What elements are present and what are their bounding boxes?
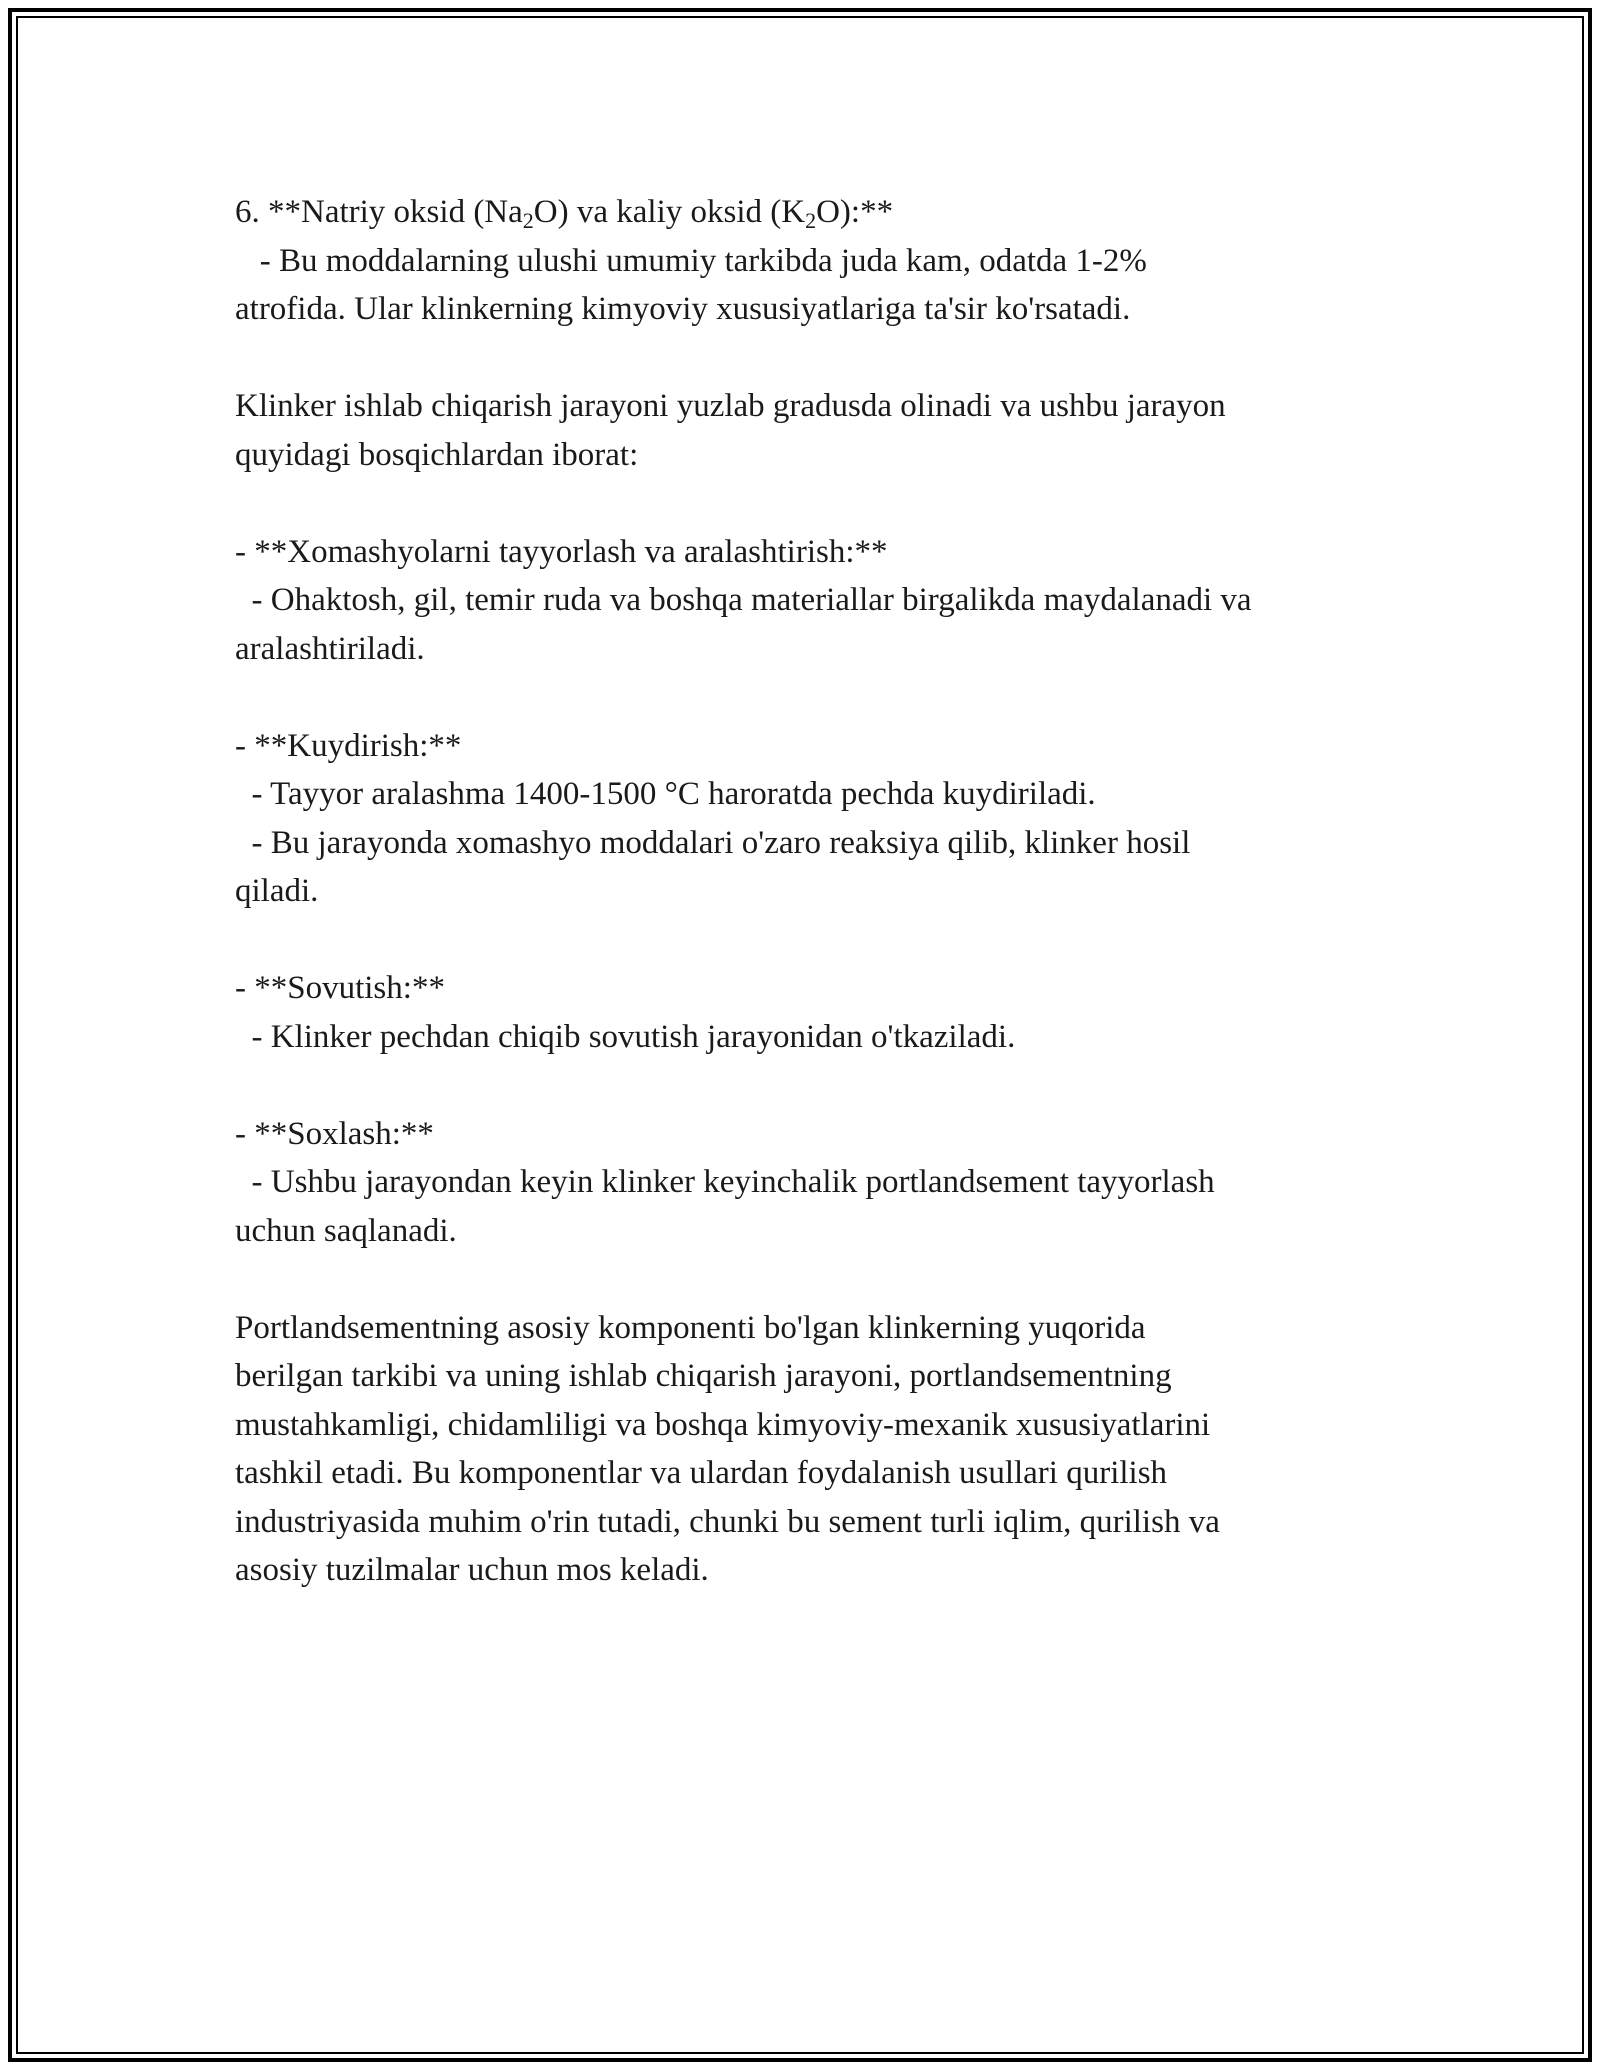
intro-line: Klinker ishlab chiqarish jarayoni yuzlab gradusda olinadi va ushbu jarayon — [235, 388, 1226, 424]
conclusion-line: tashkil etadi. Bu komponentlar va ulardan foydalanish usullari qurilish — [235, 1455, 1168, 1491]
blank-line — [235, 479, 1385, 528]
conclusion-line: asosiy tuzilmalar uchun mos keladi. — [235, 1552, 709, 1588]
step-text-line: - Ushbu jarayondan keyin klinker keyinchalik portlandsement tayyorlash — [235, 1164, 1215, 1200]
blank-line — [235, 334, 1385, 383]
item6-heading — [235, 188, 1385, 237]
intro-line: quyidagi bosqichlardan iborat: — [235, 436, 639, 473]
step-text-line: - Klinker pechdan chiqib sovutish jarayonidan o'tkaziladi. — [235, 1018, 1016, 1055]
step-title: - **Xomashyolarni tayyorlash va aralashtirish:** — [235, 533, 888, 570]
conclusion-line: Portlandsementning asosiy komponenti bo'lgan klinkerning yuqorida — [235, 1309, 1146, 1346]
blank-line — [235, 916, 1385, 965]
subscript: 2 — [522, 208, 534, 233]
conclusion-line: mustahkamligi, chidamliligi va boshqa kimyoviy-mexanik xususiyatlarini — [235, 1406, 1211, 1443]
blank-line — [235, 1061, 1385, 1110]
step-text-line: aralashtiriladi. — [235, 630, 425, 667]
item6-heading-part: O):** — [816, 194, 894, 230]
step-title: - **Soxlash:** — [235, 1115, 434, 1152]
step-text-line: - Ohaktosh, gil, temir ruda va boshqa materiallar birgalikda maydalanadi va — [235, 582, 1252, 618]
blank-line — [235, 1255, 1385, 1304]
item6-heading-part: 6. **Natriy oksid (Na — [235, 194, 523, 230]
step-title: - **Sovutish:** — [235, 970, 445, 1006]
item6-text-line: atrofida. Ular klinkerning kimyoviy xususiyatlariga ta'sir ko'rsatadi. — [235, 291, 1131, 327]
item6-text-line: - Bu moddalarning ulushi umumiy tarkibda juda kam, odatda 1-2% — [235, 242, 1147, 279]
step-text-line: qiladi. — [235, 873, 319, 909]
blank-line — [235, 673, 1385, 722]
step-text-line: - Tayyor aralashma 1400-1500 °C haroratda pechda kuydiriladi. — [235, 776, 1096, 812]
document-body — [235, 188, 1385, 1595]
step-title: - **Kuydirish:** — [235, 727, 462, 764]
conclusion-line: industriyasida muhim o'rin tutadi, chunki bu sement turli iqlim, qurilish va — [235, 1503, 1220, 1540]
item6-heading-part: O) va kaliy oksid (K — [533, 194, 806, 230]
step-text-line: uchun saqlanadi. — [235, 1212, 457, 1249]
step-text-line: - Bu jarayonda xomashyo moddalari o'zaro reaksiya qilib, klinker hosil — [235, 824, 1191, 861]
subscript: 2 — [805, 208, 817, 233]
conclusion-line: berilgan tarkibi va uning ishlab chiqarish jarayoni, portlandsementning — [235, 1358, 1172, 1394]
